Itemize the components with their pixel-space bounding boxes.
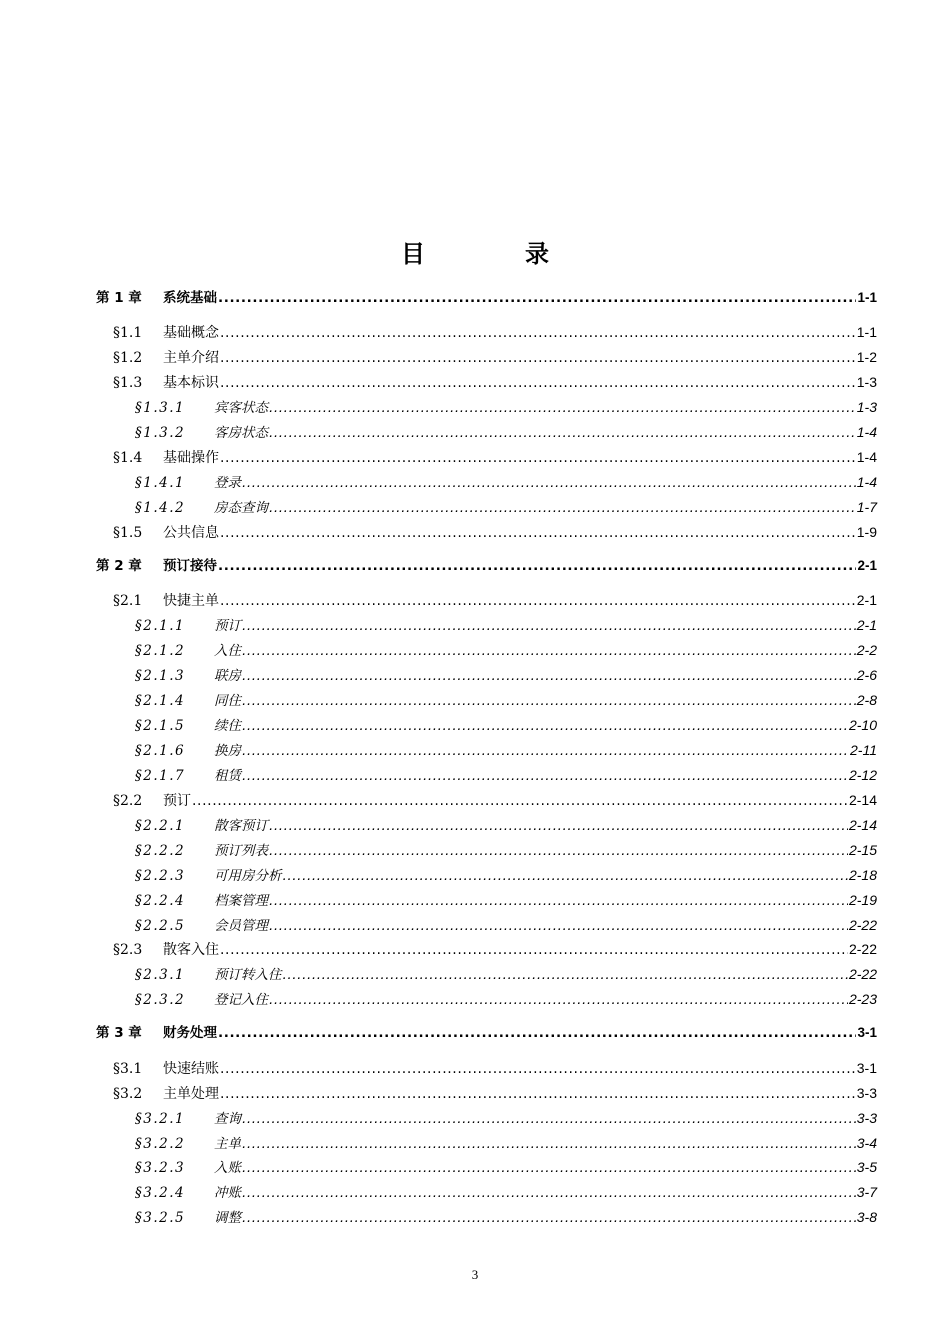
toc-entry[interactable] [135, 665, 877, 685]
toc-entry[interactable] [135, 472, 877, 492]
toc-entry-number: §1.2 [113, 350, 143, 366]
toc-entry[interactable] [135, 964, 877, 984]
dot-leader [220, 940, 848, 960]
dot-leader [269, 816, 848, 836]
toc-entry-page: 2-22 [848, 917, 877, 933]
toc-entry-title: 可用房分析 [214, 868, 282, 884]
toc-entry-number: §1.1 [113, 325, 143, 341]
toc-entry-title: 散客入住 [163, 942, 219, 958]
dot-leader [220, 373, 856, 393]
toc-entry-title: 预订列表 [214, 843, 268, 859]
toc-entry[interactable] [135, 1157, 877, 1177]
toc-entry-page: 2-1 [857, 558, 877, 573]
dot-leader [242, 1208, 856, 1228]
toc-entry-page: 2-14 [848, 792, 877, 808]
toc-entry-number: §2.1.4 [135, 693, 186, 709]
toc-entry-page: 2-8 [856, 692, 877, 708]
toc-entry-page: 2-1 [856, 617, 877, 633]
toc-entry-title: 散客预订 [214, 818, 268, 834]
toc-entry-number: §3.1 [113, 1061, 143, 1077]
toc-entry-number: §3.2 [113, 1086, 143, 1102]
toc-entry-title: 入账 [214, 1160, 241, 1176]
toc-entry-page: 3-5 [856, 1159, 877, 1175]
toc-entry-page: 1-4 [856, 449, 877, 465]
toc-entry-page: 3-1 [857, 1025, 877, 1040]
toc-entry[interactable] [113, 790, 877, 810]
toc-entry[interactable] [113, 322, 877, 342]
toc-entry-number: §2.2.2 [135, 843, 186, 859]
toc-entry[interactable] [113, 1058, 877, 1078]
toc-entry-title: 基本标识 [163, 375, 219, 391]
toc-entry-number: §2.1.5 [135, 718, 186, 734]
toc-entry-number: §1.4.1 [135, 475, 186, 491]
dot-leader [242, 741, 849, 761]
toc-entry-title: 基础操作 [163, 450, 219, 466]
toc-entry-title: 会员管理 [214, 918, 268, 934]
toc-entry-page: 1-3 [856, 374, 877, 390]
toc-entry-page: 2-1 [856, 592, 877, 608]
toc-entry-page: 2-11 [850, 742, 877, 758]
toc-entry-title: 登记入住 [214, 992, 268, 1008]
toc-entry-title: 换房 [214, 743, 241, 759]
toc-entry[interactable] [135, 840, 877, 860]
toc-entry-title: 宾客状态 [214, 400, 268, 416]
toc-entry[interactable] [135, 397, 877, 417]
toc-entry-number: §3.2.5 [135, 1210, 186, 1226]
toc-entry-title: 同住 [214, 693, 241, 709]
toc-entry[interactable] [135, 690, 877, 710]
toc-entry[interactable] [113, 590, 877, 610]
toc-entry-title: 客房状态 [214, 425, 268, 441]
toc-entry[interactable] [135, 915, 877, 935]
toc-entry[interactable] [113, 447, 877, 467]
toc-entry-number: 第 1 章 [96, 290, 142, 306]
toc-entry-title: 基础概念 [163, 325, 219, 341]
toc-entry-page: 2-12 [848, 767, 877, 783]
dot-leader [283, 866, 848, 886]
toc-entry[interactable] [135, 1182, 877, 1202]
toc-entry-title: 档案管理 [214, 893, 268, 909]
toc-entry[interactable] [113, 522, 877, 542]
toc-entry[interactable] [135, 1108, 877, 1128]
toc-entry-page: 1-3 [856, 399, 877, 415]
dot-leader [220, 348, 856, 368]
dot-leader [242, 766, 848, 786]
dot-leader [269, 398, 856, 418]
toc-entry-title: 续住 [214, 718, 241, 734]
toc-entry-page: 3-3 [856, 1085, 877, 1101]
toc-entry[interactable] [135, 715, 877, 735]
toc-entry[interactable] [96, 288, 877, 308]
toc-entry-title: 调整 [214, 1210, 241, 1226]
toc-entry-number: §2.1.3 [135, 668, 186, 684]
toc-entry-number: §2.2 [113, 793, 143, 809]
toc-entry[interactable] [135, 865, 877, 885]
dot-leader [269, 841, 848, 861]
toc-entry-page: 1-4 [856, 474, 877, 490]
toc-entry-title: 快速结账 [163, 1061, 219, 1077]
toc-entry-page: 3-1 [856, 1060, 877, 1076]
toc-entry-number: §1.3.1 [135, 400, 186, 416]
toc-entry[interactable] [135, 815, 877, 835]
toc-entry-title: 财务处理 [163, 1025, 217, 1041]
toc-entry-page: 1-1 [857, 290, 877, 305]
dot-leader [269, 916, 848, 936]
toc-entry-number: §3.2.3 [135, 1160, 186, 1176]
toc-entry-page: 2-14 [848, 817, 877, 833]
toc-entry-number: §2.3 [113, 942, 143, 958]
toc-entry-page: 2-23 [848, 991, 877, 1007]
toc-entry-page: 2-18 [848, 867, 877, 883]
toc-entry-page: 2-19 [848, 892, 877, 908]
toc-entry-page: 2-2 [856, 642, 877, 658]
toc-entry-number: §2.3.1 [135, 967, 186, 983]
toc-entry-number: §2.2.3 [135, 868, 186, 884]
toc-entry-title: 房态查询 [214, 500, 268, 516]
toc-entry[interactable] [135, 1133, 877, 1153]
toc-entry[interactable] [135, 989, 877, 1009]
dot-leader [269, 423, 856, 443]
toc-entry-number: 第 2 章 [96, 558, 142, 574]
toc-entry-page: 2-10 [848, 717, 877, 733]
toc-entry[interactable] [113, 1083, 877, 1103]
toc-entry-number: §2.1.2 [135, 643, 186, 659]
toc-entry[interactable] [135, 640, 877, 660]
toc-entry-title: 联房 [214, 668, 241, 684]
toc-entry-page: 2-22 [848, 966, 877, 982]
toc-entry-page: 1-1 [856, 324, 877, 340]
dot-leader [220, 591, 856, 611]
toc-entry-title: 主单处理 [163, 1086, 219, 1102]
toc-entry-number: §2.1 [113, 593, 143, 609]
toc-entry[interactable] [135, 890, 877, 910]
toc-entry[interactable] [135, 1207, 877, 1227]
toc-entry-number: §2.1.1 [135, 618, 186, 634]
dot-leader [242, 1183, 856, 1203]
toc-entry[interactable] [135, 422, 877, 442]
toc-title: 目 录 [401, 240, 587, 268]
toc-entry-title: 快捷主单 [163, 593, 219, 609]
toc-entry-title: 登录 [214, 475, 241, 491]
toc-entry[interactable] [113, 939, 877, 959]
toc-entry-number: §2.2.4 [135, 893, 186, 909]
dot-leader [269, 498, 856, 518]
toc-entry[interactable] [96, 556, 877, 576]
toc-entry-title: 主单介绍 [163, 350, 219, 366]
toc-entry[interactable] [96, 1023, 877, 1043]
dot-leader [242, 716, 848, 736]
dot-leader [220, 1084, 856, 1104]
dot-leader [269, 990, 848, 1010]
toc-entry-number: §2.3.2 [135, 992, 186, 1008]
toc-entry-page: 2-22 [848, 941, 877, 957]
toc-entry-number: §1.3.2 [135, 425, 186, 441]
toc-entry-page: 1-9 [856, 524, 877, 540]
toc-entry[interactable] [135, 615, 877, 635]
toc-entry-number: §1.4.2 [135, 500, 186, 516]
toc-entry-title: 预订 [163, 793, 191, 809]
page-number: 3 [471, 1267, 479, 1282]
toc-entry-number: §1.3 [113, 375, 143, 391]
toc-entry-number: 第 3 章 [96, 1025, 142, 1041]
dot-leader [242, 641, 856, 661]
toc-entry-title: 入住 [214, 643, 241, 659]
toc-entry-number: §1.5 [113, 525, 143, 541]
dot-leader [218, 1023, 856, 1043]
dot-leader [242, 691, 856, 711]
toc-entry-page: 3-7 [856, 1184, 877, 1200]
dot-leader [220, 448, 856, 468]
toc-entry[interactable] [135, 740, 877, 760]
toc-entry-number: §1.4 [113, 450, 143, 466]
dot-leader [218, 288, 856, 308]
toc-entry[interactable] [135, 497, 877, 517]
dot-leader [220, 523, 856, 543]
dot-leader [242, 616, 856, 636]
toc-entry-page: 2-15 [848, 842, 877, 858]
dot-leader [242, 1158, 856, 1178]
dot-leader [220, 1059, 856, 1079]
toc-entry-page: 1-7 [856, 499, 877, 515]
toc-entry-number: §3.2.4 [135, 1185, 186, 1201]
toc-entry-number: §3.2.2 [135, 1136, 186, 1152]
toc-entry-title: 租赁 [214, 768, 241, 784]
dot-leader [218, 556, 856, 576]
dot-leader [283, 965, 848, 985]
dot-leader [220, 323, 856, 343]
toc-entry-page: 1-2 [856, 349, 877, 365]
toc-entry-number: §2.1.6 [135, 743, 186, 759]
toc-entry[interactable] [135, 765, 877, 785]
toc-entry-title: 查询 [214, 1111, 241, 1127]
toc-entry-title: 冲账 [214, 1185, 241, 1201]
dot-leader [242, 473, 856, 493]
toc-entry-title: 预订 [214, 618, 241, 634]
toc-entry-title: 预订接待 [163, 558, 217, 574]
toc-entry[interactable] [113, 372, 877, 392]
toc-entry-number: §2.2.5 [135, 918, 186, 934]
dot-leader [192, 791, 848, 811]
dot-leader [242, 666, 856, 686]
toc-entry-title: 主单 [214, 1136, 241, 1152]
dot-leader [269, 891, 848, 911]
toc-entry-page: 2-6 [856, 667, 877, 683]
toc-entry-title: 公共信息 [163, 525, 219, 541]
toc-entry[interactable] [113, 347, 877, 367]
dot-leader [242, 1134, 856, 1154]
toc-entry-title: 系统基础 [163, 290, 217, 306]
toc-entry-number: §2.1.7 [135, 768, 186, 784]
toc-entry-number: §2.2.1 [135, 818, 186, 834]
toc-entry-page: 1-4 [856, 424, 877, 440]
toc-entry-number: §3.2.1 [135, 1111, 186, 1127]
toc-entry-page: 3-3 [856, 1110, 877, 1126]
dot-leader [242, 1109, 856, 1129]
toc-entry-title: 预订转入住 [214, 967, 282, 983]
toc-entry-page: 3-4 [856, 1135, 877, 1151]
toc-entry-page: 3-8 [856, 1209, 877, 1225]
